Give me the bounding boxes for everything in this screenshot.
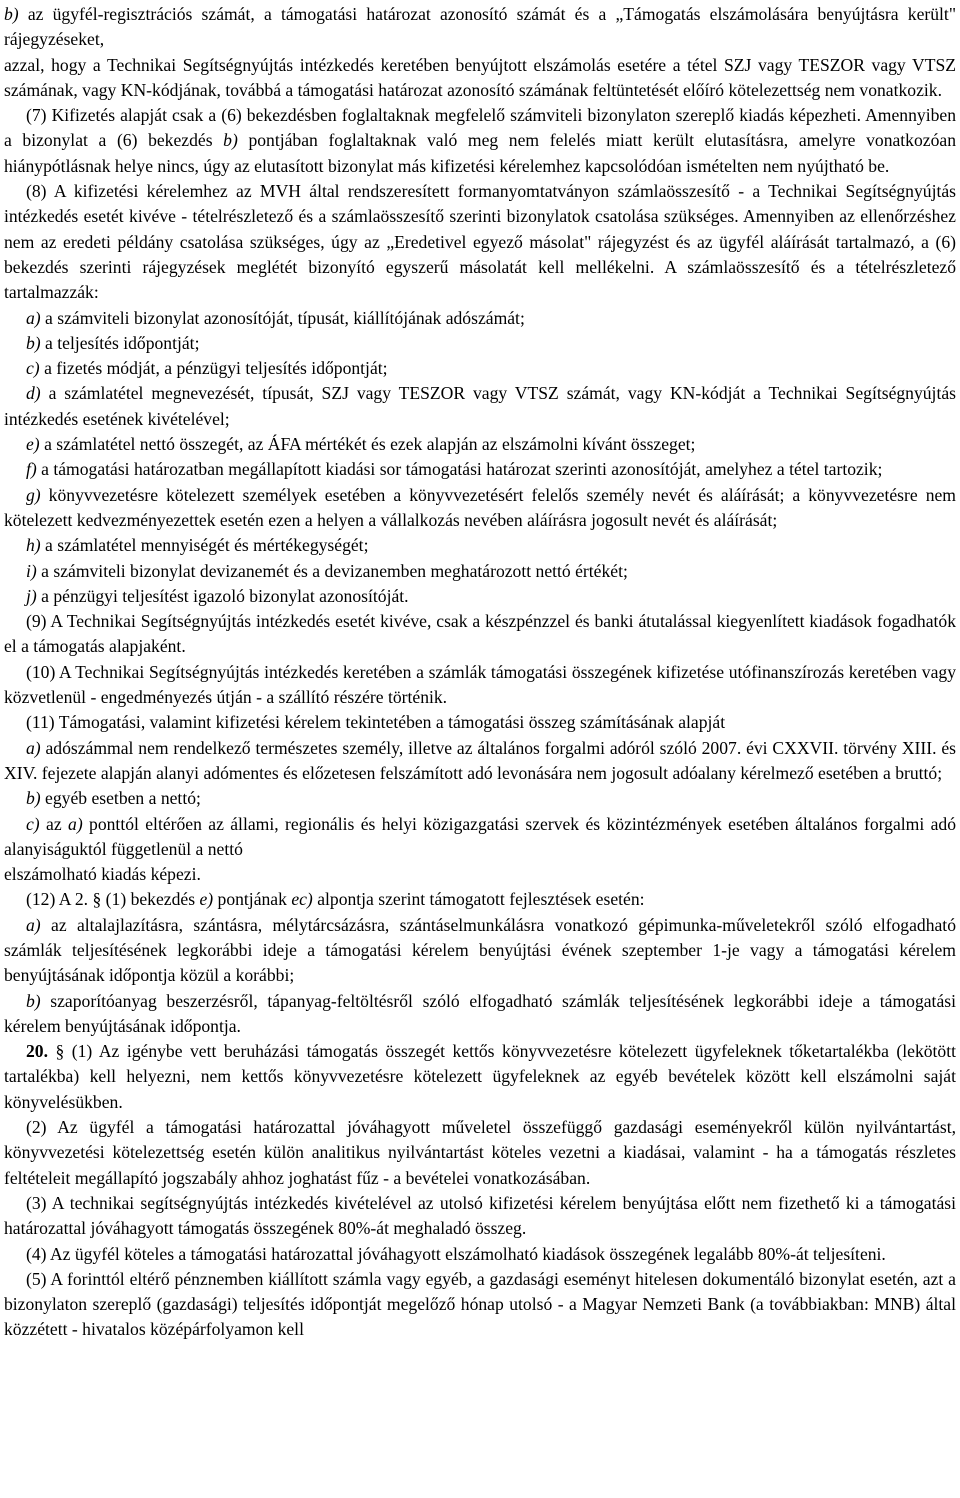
paragraph [4, 1039, 956, 1115]
paragraph-text: (4) Az ügyfél köteles a támogatási határozattal jóváhagyott elszámolható kiadások összegének legalább 80%-át teljesíteni. [26, 1243, 886, 1264]
paragraph-text: alpontja szerint támogatott fejlesztések esetén: [312, 889, 645, 910]
item-marker: c) [26, 813, 40, 834]
paragraph-text: a számviteli bizonylat azonosítóját, típusát, kiállítójának adószámát; [40, 307, 525, 328]
paragraph [4, 381, 956, 432]
paragraph-text: pontjának [213, 889, 292, 910]
paragraph-text: pontjában foglaltaknak való meg nem felelés miatt került elutasításra, amelyre vonatkozóan hiánypótlásnak helye nincs, úgy az elutasított bizonylat más kifizetési kérelemhez kapcsolódóan ismételten nem nyújtható be. [4, 130, 956, 176]
paragraph [4, 609, 956, 660]
paragraph [4, 306, 956, 331]
paragraph [4, 887, 956, 912]
paragraph [4, 1191, 956, 1242]
paragraph-text: a teljesítés időpontját; [40, 332, 200, 353]
paragraph-text: egyéb esetben a nettó; [40, 788, 201, 809]
inline-marker: a) [68, 813, 83, 834]
paragraph [4, 1242, 956, 1267]
paragraph [4, 179, 956, 305]
paragraph [4, 736, 956, 787]
paragraph-text: (12) A 2. § (1) bekezdés [26, 889, 200, 910]
paragraph [4, 584, 956, 609]
paragraph-text: § (1) Az igénybe vett beruházási támogatás összegét kettős könyvvezetésre kötelezett ügyfeleknek tőketartalékba (lekötött tartalékba) kell helyezni, nem kettős könyvvezetésre kötelezett ügyfeleknek az egyéb bevételek között kell elszámolni saját könyvelésükben. [4, 1041, 956, 1112]
paragraph [4, 2, 956, 53]
paragraph [4, 356, 956, 381]
item-marker: a) [26, 737, 41, 758]
paragraph [4, 331, 956, 356]
item-marker: g) [26, 484, 41, 505]
paragraph [4, 432, 956, 457]
item-marker: a) [26, 307, 41, 328]
item-marker: i) [26, 560, 37, 581]
paragraph [4, 533, 956, 558]
inline-marker: b) [223, 130, 238, 151]
paragraph [4, 862, 956, 887]
item-marker: b) [4, 4, 19, 24]
paragraph-text: (5) A forinttól eltérő pénznemben kiállított számla vagy egyéb, a gazdasági eseményt hitelesen dokumentáló bizonylat esetén, azt a bizonylaton szereplő (gazdasági) teljesítés időpontját megelőző hónap utolsó - a Magyar Nemzeti Bank (a továbbiakban: MNB) által közzétett - hivatalos középárfolyamon kell [4, 1268, 956, 1340]
paragraph [4, 483, 956, 534]
paragraph-text: (10) A Technikai Segítségnyújtás intézkedés keretében a számlák támogatási összegének kifizetése utófinanszírozás keretében vagy közvetlenül - engedményezés útján - a szállító részére történik. [4, 661, 956, 708]
paragraph-text: (11) Támogatási, valamint kifizetési kérelem tekintetében a támogatási összeg számításának alapját [26, 712, 726, 733]
paragraph-text: az ügyfél-regisztrációs számát, a támogatási határozat azonosító számát és a „Támogatás elszámolására benyújtásra került" rájegyzéseket, [4, 4, 956, 50]
paragraph-text: szaporítóanyag beszerzésről, tápanyag-feltöltésről szóló elfogadható számlák teljesítésének legkorábbi ideje a támogatási kérelem benyújtásának időpontja. [4, 990, 956, 1036]
paragraph-text: (3) A technikai segítségnyújtás intézkedés kivételével az utolsó kifizetési kérelem benyújtása előtt nem fizethető ki a támogatási határozattal jóváhagyott támogatás összegének 80%-át meghaladó összeg. [4, 1192, 956, 1239]
paragraph [4, 710, 956, 735]
item-marker: d) [26, 383, 41, 404]
paragraph-text: adószámmal nem rendelkező természetes személy, illetve az általános forgalmi adóról szóló 2007. évi CXXVII. törvény XIII. és XIV. fejezete alapján alanyi adómentes és előzetesen felszámított adó levonására nem jogosult adóalany kérelmező esetében a bruttó; [4, 737, 956, 783]
item-marker: j) [26, 585, 37, 606]
paragraph [4, 1115, 956, 1191]
item-marker: a) [26, 914, 41, 935]
item-marker: e) [26, 434, 40, 455]
paragraph-text: azzal, hogy a Technikai Segítségnyújtás intézkedés keretében benyújtott elszámolás esetére a tétel SZJ vagy TESZOR vagy VTSZ számának, vagy KN-kódjának, továbbá a támogatási határozat azonosító számának feltüntetését előíró kötelezettség nem vonatkozik. [4, 54, 956, 100]
paragraph-text: a fizetés módját, a pénzügyi teljesítés időpontját; [39, 358, 388, 379]
paragraph-text: a pénzügyi teljesítést igazoló bizonylat azonosítóját. [36, 585, 409, 606]
item-marker: b) [26, 990, 41, 1011]
paragraph-text: a számlatétel mennyiségét és mértékegységét; [40, 535, 369, 556]
paragraph-text: könyvvezetésre kötelezett személyek esetében a könyvvezetésért felelős személy nevét és aláírását; a könyvvezetésre nem kötelezett kedvezményezettek esetén ezen a helyen a vállalkozás nevében aláírásra jogosult nevét és aláírását; [4, 484, 956, 530]
paragraph-text: ponttól eltérően az állami, regionális és helyi közigazgatási szervek és közintézmények esetében általános forgalmi adó alanyiságuktól függetlenül a nettó [4, 813, 956, 859]
paragraph [4, 660, 956, 711]
paragraph-text: az altalajlazításra, szántásra, mélytárcsázásra, szántáselmunkálásra vonatkozó gépimunka-műveletekről szóló elfogadható számlák teljesítésének legkorábbi ideje a támogatási kérelem benyújtási évének szeptember 1-je vagy a támogatási kérelem benyújtásának időpontja közül a korábbi; [4, 914, 956, 986]
paragraph [4, 457, 956, 482]
paragraph-text: (8) A kifizetési kérelemhez az MVH által rendszeresített formanyomtatványon számlaösszesítő - a Technikai Segítségnyújtás intézkedés esetét kivéve - tételrészletező és a számlaösszesítő szerinti bizonylatok csatolása szükséges. Amennyiben az ellenőrzéshez nem az eredeti példány csatolása szükséges, úgy az „Eredetivel egyező másolat" rájegyzést és az ügyfél aláírását tartalmazó, a (6) bekezdés szerinti rájegyzések meglétét bizonyító egyszerű másolatát kell mellékelni. A számlaösszesítő és a tételrészletező tartalmazzák: [4, 181, 956, 303]
item-marker: h) [26, 535, 41, 556]
item-marker: b) [26, 332, 41, 353]
paragraph [4, 989, 956, 1040]
inline-marker: ec) [291, 889, 313, 910]
item-marker: b) [26, 788, 41, 809]
paragraph-text: a számlatétel megnevezését, típusát, SZJ vagy TESZOR vagy VTSZ számát, vagy KN-kódját a Technikai Segítségnyújtás intézkedés esetének kivételével; [4, 383, 956, 429]
paragraph-text: az [39, 813, 69, 834]
item-marker: c) [26, 358, 40, 379]
paragraph [4, 1267, 956, 1343]
paragraph [4, 103, 956, 179]
paragraph-text: a támogatási határozatban megállapított kiadási sor támogatási határozat szerinti azonosítóját, amelyhez a tétel tartozik; [36, 459, 883, 480]
paragraph-text: elszámolható kiadás képezi. [4, 864, 201, 885]
item-marker: f) [26, 459, 37, 480]
paragraph [4, 53, 956, 104]
paragraph [4, 812, 956, 863]
paragraph-text: (9) A Technikai Segítségnyújtás intézkedés esetét kivéve, csak a készpénzzel és banki átutalással kiegyenlített kiadások fogadhatók el a támogatás alapjaként. [4, 611, 956, 657]
paragraph-text: a számviteli bizonylat devizanemét és a devizanemben meghatározott nettó értékét; [36, 560, 628, 581]
paragraph [4, 559, 956, 584]
paragraph [4, 786, 956, 811]
paragraph-text: (7) Kifizetés alapját csak a (6) bekezdésben foglaltaknak megfelelő számviteli bizonylaton szereplő kiadás képezheti. Amennyiben a bizonylat a (6) bekezdés [4, 105, 956, 151]
paragraph-text: a számlatétel nettó összegét, az ÁFA mértékét és ezek alapján az elszámolni kívánt összeget; [39, 434, 696, 455]
inline-marker: e) [199, 889, 214, 910]
section-number: 20. [26, 1041, 48, 1062]
paragraph [4, 913, 956, 989]
paragraph-text: (2) Az ügyfél a támogatási határozattal jóváhagyott műveletel összefüggő gazdasági eseményekről külön nyilvántartást, könyvvezetési kötelezettség esetén külön analitikus nyilvántartást köteles vezetni a kiadásai, valamint - ha a támogatás részletes feltételeit megállapító jogszabály ahhoz joghatást fűz - a bevételei vonatkozásában. [4, 1117, 956, 1188]
